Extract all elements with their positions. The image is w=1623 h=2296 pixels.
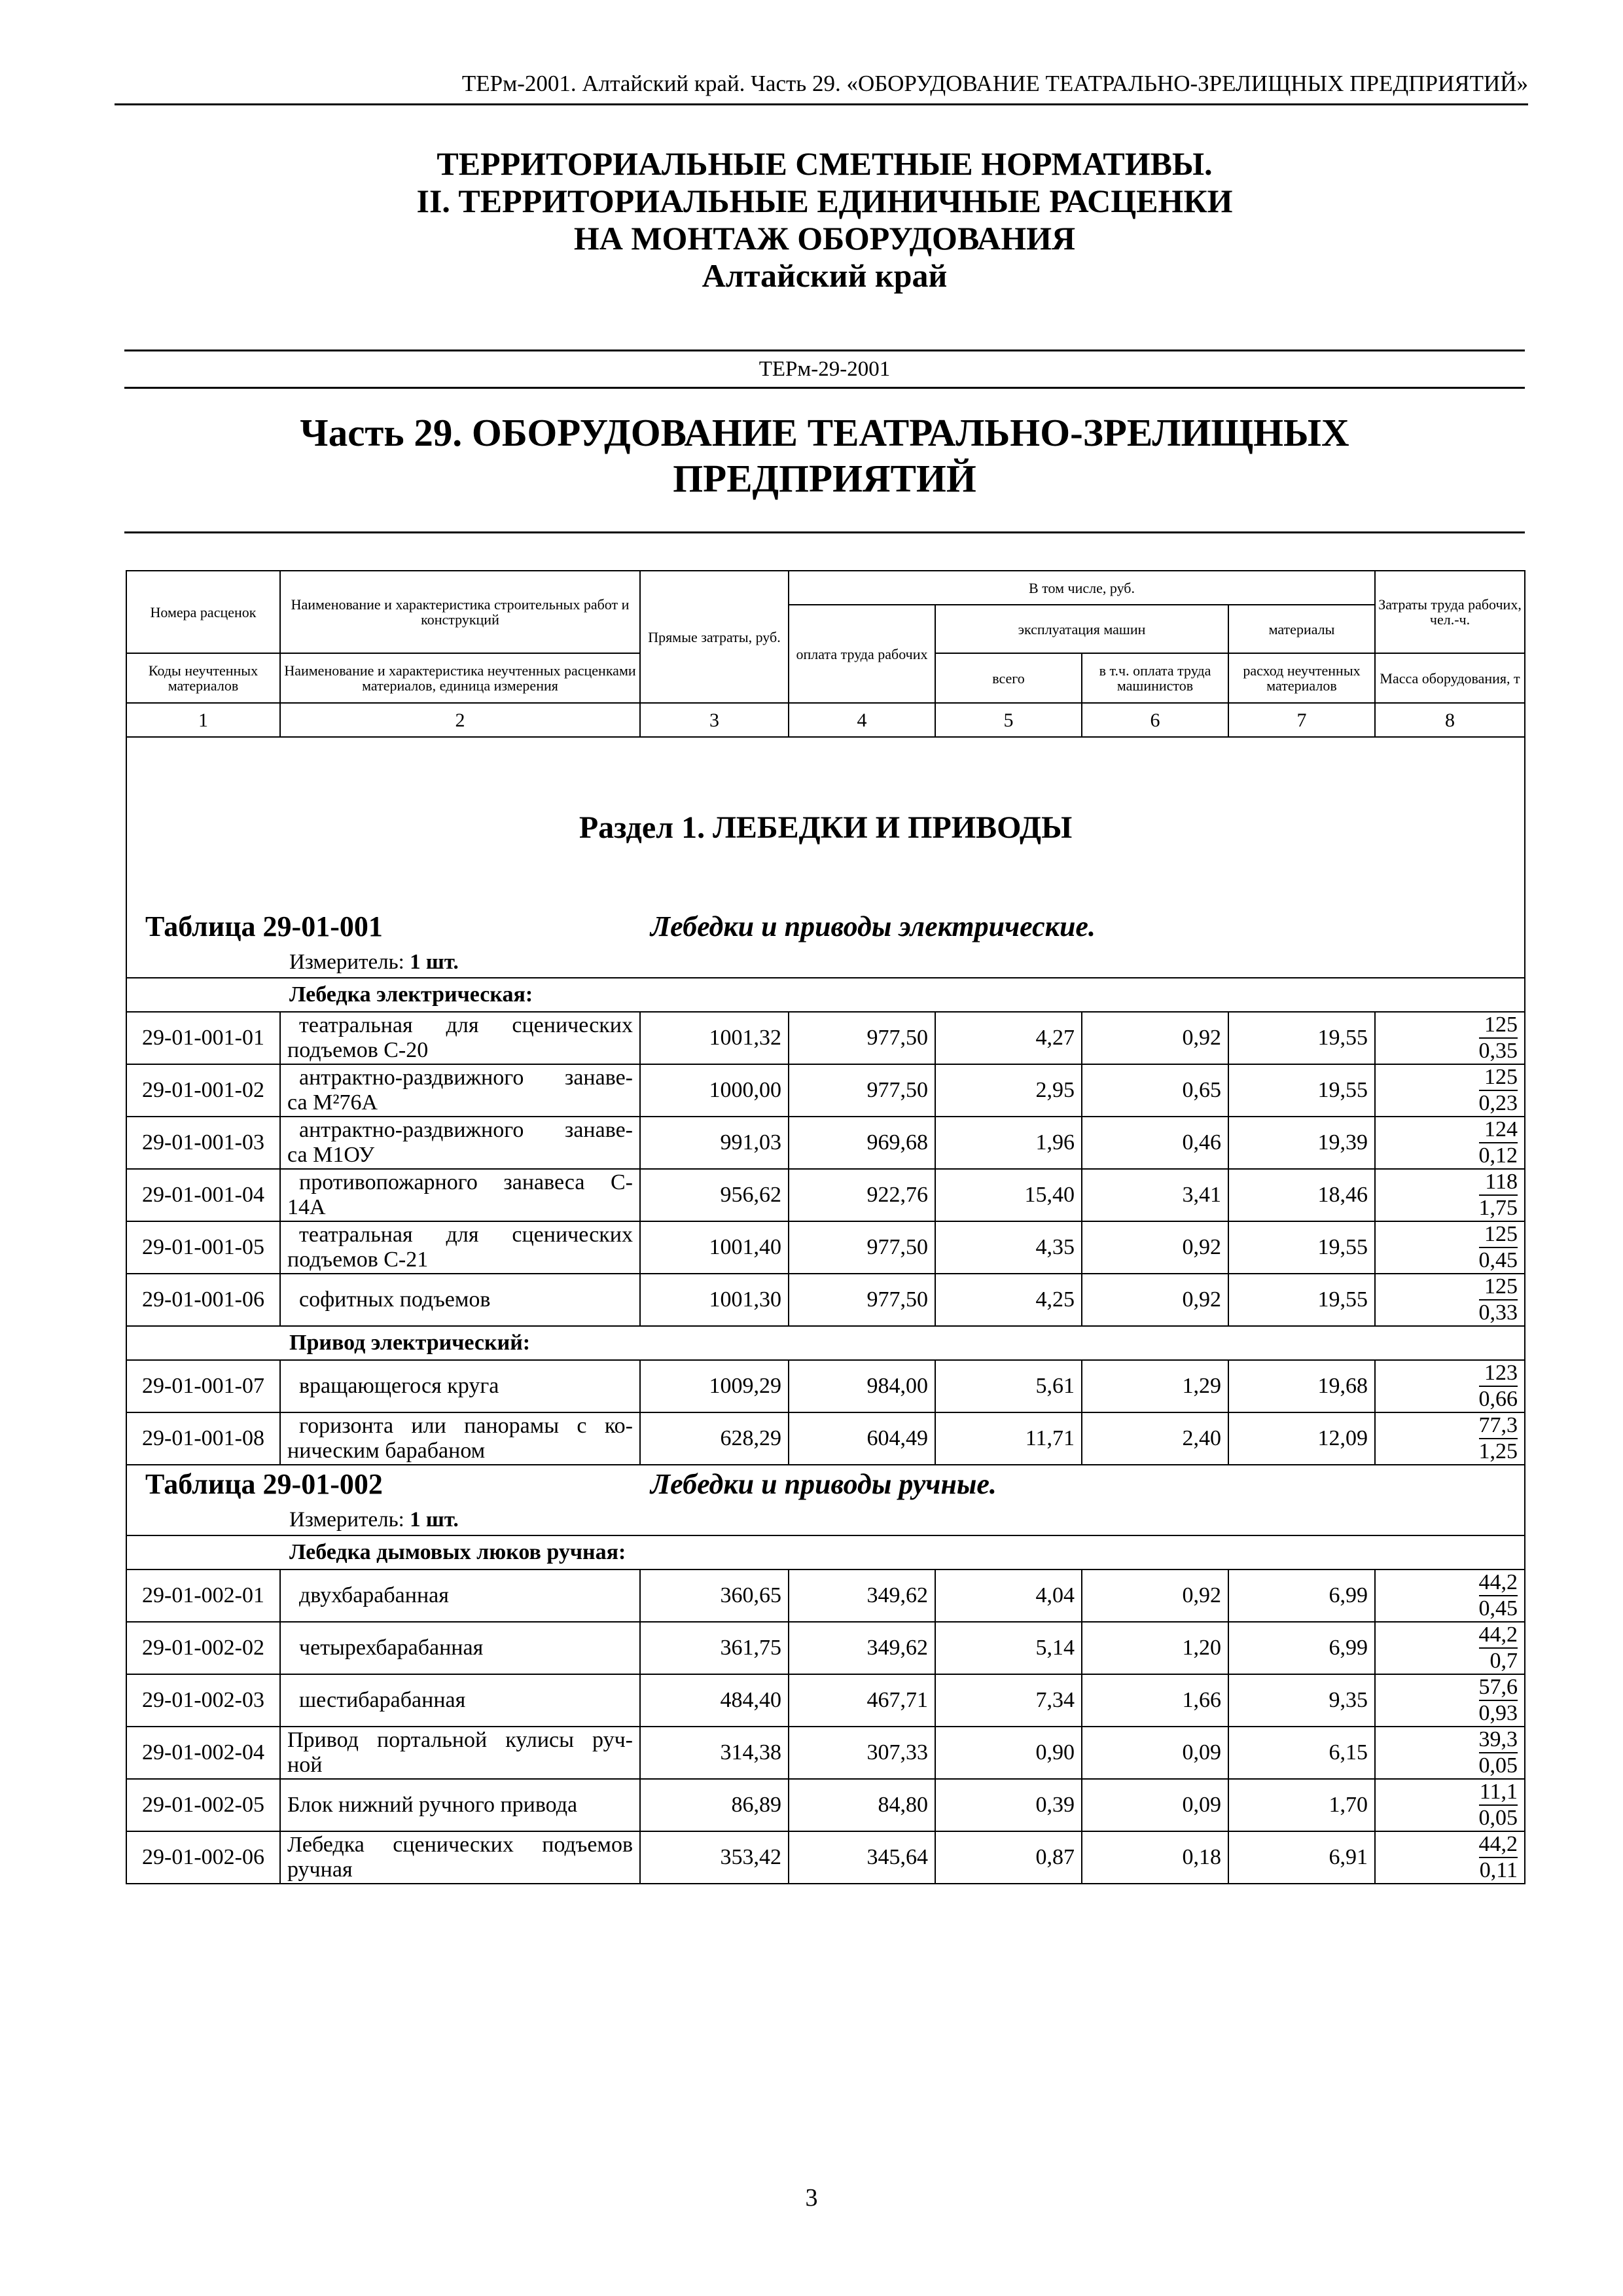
fraction — [1479, 1570, 1518, 1621]
value-mat: 19,68 — [1228, 1360, 1375, 1412]
value-labor: 977,50 — [789, 1012, 935, 1064]
table-row — [126, 1674, 1525, 1727]
table-title: Лебедки и приводы электрические. — [651, 910, 1096, 942]
value-direct: 353,42 — [640, 1831, 789, 1884]
value-labor: 604,49 — [789, 1412, 935, 1465]
column-number: 6 — [1082, 703, 1228, 737]
value-mach-op: 0,09 — [1082, 1779, 1228, 1831]
equipment-mass: 0,11 — [1479, 1858, 1518, 1882]
part-title-line: Часть 29. ОБОРУДОВАНИЕ ТЕАТРАЛЬНО-ЗРЕЛИЩНЫХ — [300, 411, 1349, 454]
main-title-line: II. ТЕРРИТОРИАЛЬНЫЕ ЕДИНИЧНЫЕ РАСЦЕНКИ — [416, 183, 1233, 219]
labor-hours: 124 — [1479, 1117, 1518, 1143]
header-equipment-mass: Масса оборудования, т — [1375, 653, 1525, 703]
value-direct: 361,75 — [640, 1622, 789, 1674]
column-number: 3 — [640, 703, 789, 737]
equipment-mass: 1,25 — [1478, 1439, 1518, 1463]
rate-code: 29-01-001-05 — [126, 1221, 280, 1274]
labor-hours-mass — [1375, 1727, 1525, 1779]
value-mach-op: 0,65 — [1082, 1064, 1228, 1117]
fraction — [1479, 1413, 1518, 1464]
header-labor-pay: оплата труда рабочих — [789, 605, 935, 703]
labor-hours: 125 — [1479, 1013, 1518, 1039]
header-machines-operators: в т.ч. оплата труда машинистов — [1082, 653, 1228, 703]
fraction — [1479, 1727, 1518, 1778]
value-mach: 5,61 — [935, 1360, 1082, 1412]
rate-code: 29-01-001-01 — [126, 1012, 280, 1064]
equipment-mass: 1,75 — [1478, 1196, 1518, 1220]
part-title-line: ПРЕДПРИЯТИЙ — [673, 457, 976, 500]
header-machines-total: всего — [935, 653, 1082, 703]
table-heading-cell — [126, 908, 1525, 947]
rate-name-line: театральная для сценических — [299, 1013, 633, 1037]
fraction — [1479, 1274, 1518, 1325]
rate-name-line: ническим барабаном — [287, 1439, 486, 1463]
table-row — [126, 1727, 1525, 1779]
column-number: 4 — [789, 703, 935, 737]
value-mach: 2,95 — [935, 1064, 1082, 1117]
labor-hours-mass — [1375, 1360, 1525, 1412]
main-title-line: ТЕРРИТОРИАЛЬНЫЕ СМЕТНЫЕ НОРМАТИВЫ. — [437, 145, 1213, 182]
value-labor: 345,64 — [789, 1831, 935, 1884]
labor-hours-mass — [1375, 1169, 1525, 1221]
measure-label: Измеритель: — [289, 1507, 410, 1532]
table-row — [126, 1012, 1525, 1064]
part-title — [124, 410, 1525, 501]
main-title — [124, 145, 1525, 295]
running-header: ТЕРм-2001. Алтайский край. Часть 29. «ОБОРУДОВАНИЕ ТЕАТРАЛЬНО-ЗРЕЛИЩНЫХ ПРЕДПРИЯТИЙ» — [115, 71, 1528, 105]
rate-name-line: подъемов С-20 — [287, 1038, 429, 1062]
value-direct: 484,40 — [640, 1674, 789, 1727]
table-row — [126, 1274, 1525, 1326]
header-direct-costs: Прямые затраты, руб. — [640, 571, 789, 703]
labor-hours-mass — [1375, 1622, 1525, 1674]
rate-code: 29-01-001-08 — [126, 1412, 280, 1465]
table-row — [126, 1570, 1525, 1622]
fraction — [1479, 1623, 1518, 1674]
value-mach: 15,40 — [935, 1169, 1082, 1221]
rate-code: 29-01-002-04 — [126, 1727, 280, 1779]
labor-hours: 11,1 — [1479, 1780, 1518, 1806]
rate-name — [280, 1727, 640, 1779]
header-materials-unaccounted: расход неучтенных материалов — [1228, 653, 1375, 703]
equipment-mass: 0,45 — [1478, 1248, 1518, 1272]
value-direct: 1001,30 — [640, 1274, 789, 1326]
rate-name-line: четырехбарабанная — [299, 1636, 484, 1660]
labor-hours-mass — [1375, 1674, 1525, 1727]
value-mach-op: 1,66 — [1082, 1674, 1228, 1727]
measure-value: 1 шт. — [410, 950, 459, 974]
rate-name — [280, 1831, 640, 1884]
value-mach-op: 1,29 — [1082, 1360, 1228, 1412]
equipment-mass: 0,66 — [1478, 1387, 1518, 1411]
table-row — [126, 1221, 1525, 1274]
value-direct: 1001,32 — [640, 1012, 789, 1064]
rate-name-line: Лебедка сценических подъемов — [287, 1833, 633, 1857]
value-mat: 19,55 — [1228, 1274, 1375, 1326]
value-mat: 19,55 — [1228, 1012, 1375, 1064]
rate-code: 29-01-002-03 — [126, 1674, 280, 1727]
rate-name-line: са М²76А — [287, 1090, 378, 1115]
table-row — [126, 1779, 1525, 1831]
labor-hours-mass — [1375, 1117, 1525, 1169]
equipment-mass: 0,93 — [1478, 1701, 1518, 1725]
fraction — [1479, 1013, 1518, 1064]
rate-name — [280, 1674, 640, 1727]
rate-code: 29-01-002-01 — [126, 1570, 280, 1622]
header-machines: эксплуатация машин — [935, 605, 1228, 653]
rate-name-line: Блок нижний ручного привода — [287, 1793, 578, 1817]
column-numbers-row — [126, 703, 1525, 737]
value-mach-op: 0,92 — [1082, 1221, 1228, 1274]
value-mach: 1,96 — [935, 1117, 1082, 1169]
value-mach-op: 0,18 — [1082, 1831, 1228, 1884]
rate-name-line: антрактно-раздвижного занаве- — [299, 1118, 633, 1142]
rate-name — [280, 1274, 640, 1326]
equipment-mass: 0,35 — [1478, 1039, 1518, 1063]
value-labor: 467,71 — [789, 1674, 935, 1727]
value-direct: 360,65 — [640, 1570, 789, 1622]
page-number: 3 — [805, 2184, 818, 2212]
value-mach-op: 2,40 — [1082, 1412, 1228, 1465]
equipment-mass: 0,05 — [1478, 1806, 1518, 1830]
labor-hours: 44,2 — [1479, 1623, 1518, 1649]
rate-name — [280, 1570, 640, 1622]
labor-hours: 125 — [1479, 1274, 1518, 1300]
table-heading-cell — [126, 1465, 1525, 1505]
labor-hours-mass — [1375, 1012, 1525, 1064]
table-row — [126, 1169, 1525, 1221]
value-direct: 956,62 — [640, 1169, 789, 1221]
rate-code: 29-01-001-02 — [126, 1064, 280, 1117]
value-mach: 4,25 — [935, 1274, 1082, 1326]
header-including: В том числе, руб. — [789, 571, 1375, 605]
fraction — [1479, 1675, 1518, 1726]
value-direct: 628,29 — [640, 1412, 789, 1465]
value-direct: 314,38 — [640, 1727, 789, 1779]
rate-name — [280, 1117, 640, 1169]
labor-hours-mass — [1375, 1064, 1525, 1117]
rate-name-line: ручная — [287, 1857, 353, 1882]
value-mat: 6,15 — [1228, 1727, 1375, 1779]
value-mach: 5,14 — [935, 1622, 1082, 1674]
value-labor: 984,00 — [789, 1360, 935, 1412]
table-row — [126, 1360, 1525, 1412]
group-title: Лебедка электрическая: — [126, 978, 1525, 1012]
table-row — [126, 1831, 1525, 1884]
fraction — [1479, 1065, 1518, 1116]
rate-name-line: театральная для сценических — [299, 1223, 633, 1247]
rate-name — [280, 1622, 640, 1674]
rates-table — [126, 570, 1525, 1884]
labor-hours: 125 — [1479, 1065, 1518, 1091]
value-mat: 12,09 — [1228, 1412, 1375, 1465]
labor-hours: 125 — [1479, 1222, 1518, 1248]
value-mach-op: 1,20 — [1082, 1622, 1228, 1674]
table-row — [126, 1064, 1525, 1117]
value-direct: 86,89 — [640, 1779, 789, 1831]
value-mat: 6,99 — [1228, 1622, 1375, 1674]
rate-name — [280, 1779, 640, 1831]
rate-code: 29-01-001-03 — [126, 1117, 280, 1169]
value-mach: 7,34 — [935, 1674, 1082, 1727]
value-mat: 6,99 — [1228, 1570, 1375, 1622]
fraction — [1479, 1222, 1518, 1273]
value-mat: 1,70 — [1228, 1779, 1375, 1831]
labor-hours: 39,3 — [1479, 1727, 1518, 1753]
equipment-mass: 0,33 — [1478, 1300, 1518, 1325]
rate-name — [280, 1412, 640, 1465]
rate-name-line: подъемов С-21 — [287, 1247, 429, 1272]
rate-name-line: антрактно-раздвижного занаве- — [299, 1066, 633, 1090]
value-labor: 349,62 — [789, 1622, 935, 1674]
column-number: 7 — [1228, 703, 1375, 737]
labor-hours-mass — [1375, 1570, 1525, 1622]
labor-hours: 118 — [1479, 1170, 1518, 1196]
labor-hours-mass — [1375, 1221, 1525, 1274]
rate-name — [280, 1221, 640, 1274]
rates-table-header — [126, 571, 1525, 737]
rate-name — [280, 1360, 640, 1412]
labor-hours-mass — [1375, 1274, 1525, 1326]
rate-name-line: шестибарабанная — [299, 1688, 466, 1712]
rate-code: 29-01-002-05 — [126, 1779, 280, 1831]
measure-label: Измеритель: — [289, 950, 410, 974]
fraction — [1479, 1361, 1518, 1412]
table-number: Таблица 29-01-002 — [145, 1468, 383, 1500]
value-labor: 349,62 — [789, 1570, 935, 1622]
labor-hours: 44,2 — [1479, 1832, 1518, 1858]
labor-hours: 44,2 — [1479, 1570, 1518, 1596]
value-labor: 84,80 — [789, 1779, 935, 1831]
header-materials: материалы — [1228, 605, 1375, 653]
section-title: Раздел 1. ЛЕБЕДКИ И ПРИВОДЫ — [579, 810, 1073, 845]
value-labor: 977,50 — [789, 1221, 935, 1274]
value-direct: 1009,29 — [640, 1360, 789, 1412]
labor-hours: 123 — [1479, 1361, 1518, 1387]
measure-cell — [126, 1505, 1525, 1535]
value-mach: 0,39 — [935, 1779, 1082, 1831]
equipment-mass: 0,12 — [1478, 1143, 1518, 1168]
value-mach: 4,35 — [935, 1221, 1082, 1274]
header-rate-numbers: Номера расценок — [126, 571, 280, 653]
labor-hours: 57,6 — [1479, 1675, 1518, 1701]
labor-hours-mass — [1375, 1831, 1525, 1884]
rate-name-line: Привод портальной кулисы руч- — [287, 1728, 633, 1752]
rate-name-line: противопожарного занавеса С- — [299, 1170, 633, 1194]
fraction — [1479, 1170, 1518, 1221]
value-mach-op: 0,46 — [1082, 1117, 1228, 1169]
value-mat: 19,55 — [1228, 1064, 1375, 1117]
rate-code: 29-01-002-02 — [126, 1622, 280, 1674]
value-labor: 307,33 — [789, 1727, 935, 1779]
rate-name-line: софитных подъемов — [299, 1287, 491, 1312]
table-title: Лебедки и приводы ручные. — [651, 1468, 997, 1500]
equipment-mass: 0,05 — [1478, 1753, 1518, 1778]
labor-hours-mass — [1375, 1412, 1525, 1465]
value-mach-op: 0,92 — [1082, 1012, 1228, 1064]
equipment-mass: 0,7 — [1489, 1649, 1518, 1673]
column-number: 5 — [935, 703, 1082, 737]
labor-hours-mass — [1375, 1779, 1525, 1831]
value-mach-op: 0,92 — [1082, 1274, 1228, 1326]
value-mat: 19,55 — [1228, 1221, 1375, 1274]
rate-code: 29-01-002-06 — [126, 1831, 280, 1884]
document-code: ТЕРм-29-2001 — [124, 350, 1525, 389]
fraction — [1479, 1117, 1518, 1168]
rate-name-line: горизонта или панорамы с ко- — [299, 1414, 633, 1438]
value-labor: 977,50 — [789, 1064, 935, 1117]
rate-name — [280, 1169, 640, 1221]
value-direct: 1001,40 — [640, 1221, 789, 1274]
column-number: 2 — [280, 703, 640, 737]
group-title: Лебедка дымовых люков ручная: — [126, 1535, 1525, 1570]
main-title-region: Алтайский край — [702, 257, 948, 294]
value-mat: 18,46 — [1228, 1169, 1375, 1221]
rate-name-line: двухбарабанная — [299, 1583, 449, 1607]
section-heading-cell — [126, 737, 1525, 908]
table-row — [126, 1412, 1525, 1465]
measure-value: 1 шт. — [410, 1507, 459, 1532]
value-direct: 1000,00 — [640, 1064, 789, 1117]
measure-cell — [126, 947, 1525, 978]
column-number: 1 — [126, 703, 280, 737]
value-mach: 0,90 — [935, 1727, 1082, 1779]
table-row — [126, 1117, 1525, 1169]
value-mat: 9,35 — [1228, 1674, 1375, 1727]
value-mat: 19,39 — [1228, 1117, 1375, 1169]
rate-name — [280, 1064, 640, 1117]
value-direct: 991,03 — [640, 1117, 789, 1169]
fraction — [1479, 1780, 1518, 1831]
value-mach-op: 0,09 — [1082, 1727, 1228, 1779]
rates-table-body — [126, 737, 1525, 1884]
equipment-mass: 0,23 — [1478, 1091, 1518, 1115]
labor-hours: 77,3 — [1479, 1413, 1518, 1439]
value-labor: 977,50 — [789, 1274, 935, 1326]
table-number: Таблица 29-01-001 — [145, 910, 383, 942]
fraction — [1479, 1832, 1518, 1883]
rate-name-line: са М1ОУ — [287, 1143, 375, 1167]
value-mach-op: 3,41 — [1082, 1169, 1228, 1221]
rate-code: 29-01-001-06 — [126, 1274, 280, 1326]
value-labor: 969,68 — [789, 1117, 935, 1169]
header-unaccounted-codes: Коды неучтенных материалов — [126, 653, 280, 703]
header-labor-hours: Затраты труда рабочих, чел.-ч. — [1375, 571, 1525, 653]
value-mach: 4,27 — [935, 1012, 1082, 1064]
equipment-mass: 0,45 — [1478, 1596, 1518, 1621]
rate-code: 29-01-001-07 — [126, 1360, 280, 1412]
part-title-rule — [124, 531, 1525, 533]
main-title-line: НА МОНТАЖ ОБОРУДОВАНИЯ — [573, 220, 1076, 257]
rate-name-line: ной — [287, 1753, 323, 1777]
value-mach: 0,87 — [935, 1831, 1082, 1884]
rate-name — [280, 1012, 640, 1064]
table-row — [126, 1622, 1525, 1674]
value-mach-op: 0,92 — [1082, 1570, 1228, 1622]
value-mach: 4,04 — [935, 1570, 1082, 1622]
value-labor: 922,76 — [789, 1169, 935, 1221]
value-mat: 6,91 — [1228, 1831, 1375, 1884]
group-title: Привод электрический: — [126, 1326, 1525, 1360]
value-mach: 11,71 — [935, 1412, 1082, 1465]
header-unaccounted-name: Наименование и характеристика неучтенных расценками материалов, единица измерения — [280, 653, 640, 703]
rate-code: 29-01-001-04 — [126, 1169, 280, 1221]
rate-name-line: 14А — [287, 1195, 326, 1219]
rate-name-line: вращающегося круга — [299, 1374, 499, 1398]
column-number: 8 — [1375, 703, 1525, 737]
header-work-name: Наименование и характеристика строительных работ и конструкций — [280, 571, 640, 653]
